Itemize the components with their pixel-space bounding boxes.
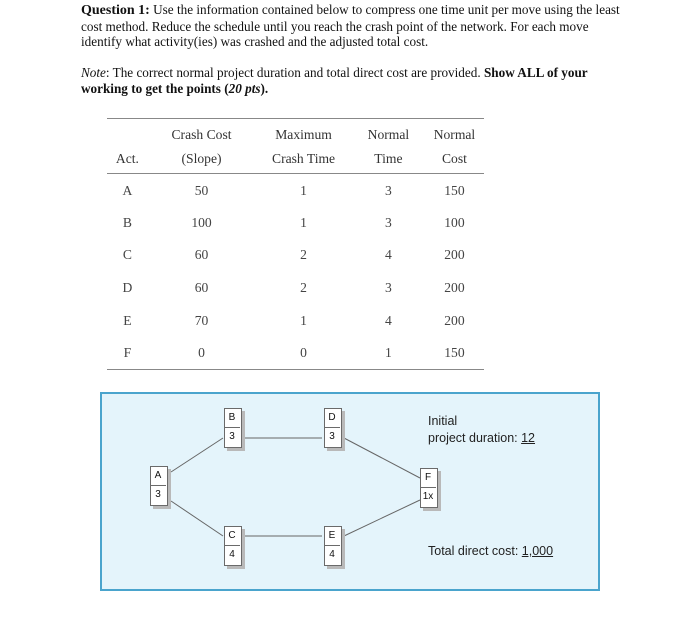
table-cell: 200 [444,279,465,295]
table-cell: B [122,214,132,230]
table-cell: 3 [384,279,392,295]
activity-node-a [150,466,168,506]
table-cell: 60 [194,279,209,295]
header-cell: (Slope) [181,151,222,166]
table-header-row [107,119,484,148]
table-cell: F [123,345,132,361]
note-label: Note [81,65,106,80]
header-cell: Maximum [275,127,332,142]
table-row [107,206,484,239]
table-cell: 150 [444,183,465,199]
table-cell: 0 [300,345,307,361]
duration-value: 12 [521,431,536,445]
node-duration: 1x [422,491,434,502]
header-cell: Normal [367,127,410,142]
table-cell: D [122,279,133,295]
table-cell: 1 [300,214,307,230]
header-cell: Cost [441,151,467,166]
node-label: D [324,408,340,428]
note-text [81,65,631,96]
duration-label: project duration: [428,431,522,445]
table-cell: 4 [384,247,392,263]
table-cell: 0 [198,345,205,361]
table-cell: C [122,247,132,263]
network-diagram [100,392,600,591]
table-cell: 200 [444,312,465,328]
node-duration: 3 [229,431,235,442]
node-label: A [150,466,166,486]
table-row [107,337,484,370]
edge-e-f [344,500,420,536]
header-cell: Normal [433,127,476,142]
table-cell: 3 [384,183,392,199]
initial-duration-info [428,413,535,447]
node-duration: 3 [155,489,161,500]
node-label: C [224,526,240,546]
header-cell: Act. [115,151,139,166]
node-duration: 4 [229,549,235,560]
table-cell: 2 [300,247,307,263]
activity-table [107,118,484,370]
activity-node-f [420,468,438,508]
cost-value: 1,000 [521,544,554,558]
table-cell: 3 [384,214,392,230]
table-cell: 60 [194,247,209,263]
table-cell: 1 [384,345,392,361]
header-cell: Time [374,151,403,166]
node-label: F [420,468,436,488]
table-cell: 100 [444,214,465,230]
header-cell: Crash Time [272,151,336,166]
table-cell: 150 [444,345,465,361]
table-cell: 4 [384,312,392,328]
activity-node-b [224,408,242,448]
edge-a-c [171,501,223,536]
initial-label: Initial [428,414,458,428]
activity-node-c [224,526,242,566]
question-body: Use the information contained below to compress one time unit per move using the least cost method. Reduce the schedule until you reach the crash point of the network. For each move identify what activity(ies) was crashed and the adjusted total cost. [81,2,620,50]
edge-a-b [171,438,223,472]
table-cell: 200 [444,247,465,263]
node-duration: 4 [329,549,335,560]
table-cell: 1 [300,183,307,199]
table-cell: 70 [194,312,209,328]
node-label: B [224,408,240,428]
total-cost-info [428,543,553,560]
question-text [81,2,631,50]
table-cell: 100 [191,214,212,230]
table-cell: 50 [194,183,209,199]
header-cell [107,119,148,148]
note-bold: Show ALL of your working to get the points ( [81,65,588,96]
table-cell: 1 [300,312,307,328]
node-label: E [324,526,340,546]
node-duration: 3 [329,431,335,442]
activity-node-e [324,526,342,566]
activity-node-d [324,408,342,448]
header-cell: Crash Cost [171,127,232,142]
table-cell: A [122,183,133,199]
table-row [107,304,484,337]
table-row [107,239,484,272]
table-header-row [107,147,484,174]
table-cell: E [123,312,132,328]
note-body: : The correct normal project duration and total direct cost are provided. [105,65,481,80]
table-row [107,272,484,305]
table-row [107,174,484,207]
cost-label: Total direct cost: [428,544,522,558]
edge-d-f [344,438,420,478]
note-end: ). [260,80,269,96]
note-points: 20 pts [228,80,261,96]
table-cell: 2 [300,279,307,295]
question-label: Question 1: [81,3,150,18]
